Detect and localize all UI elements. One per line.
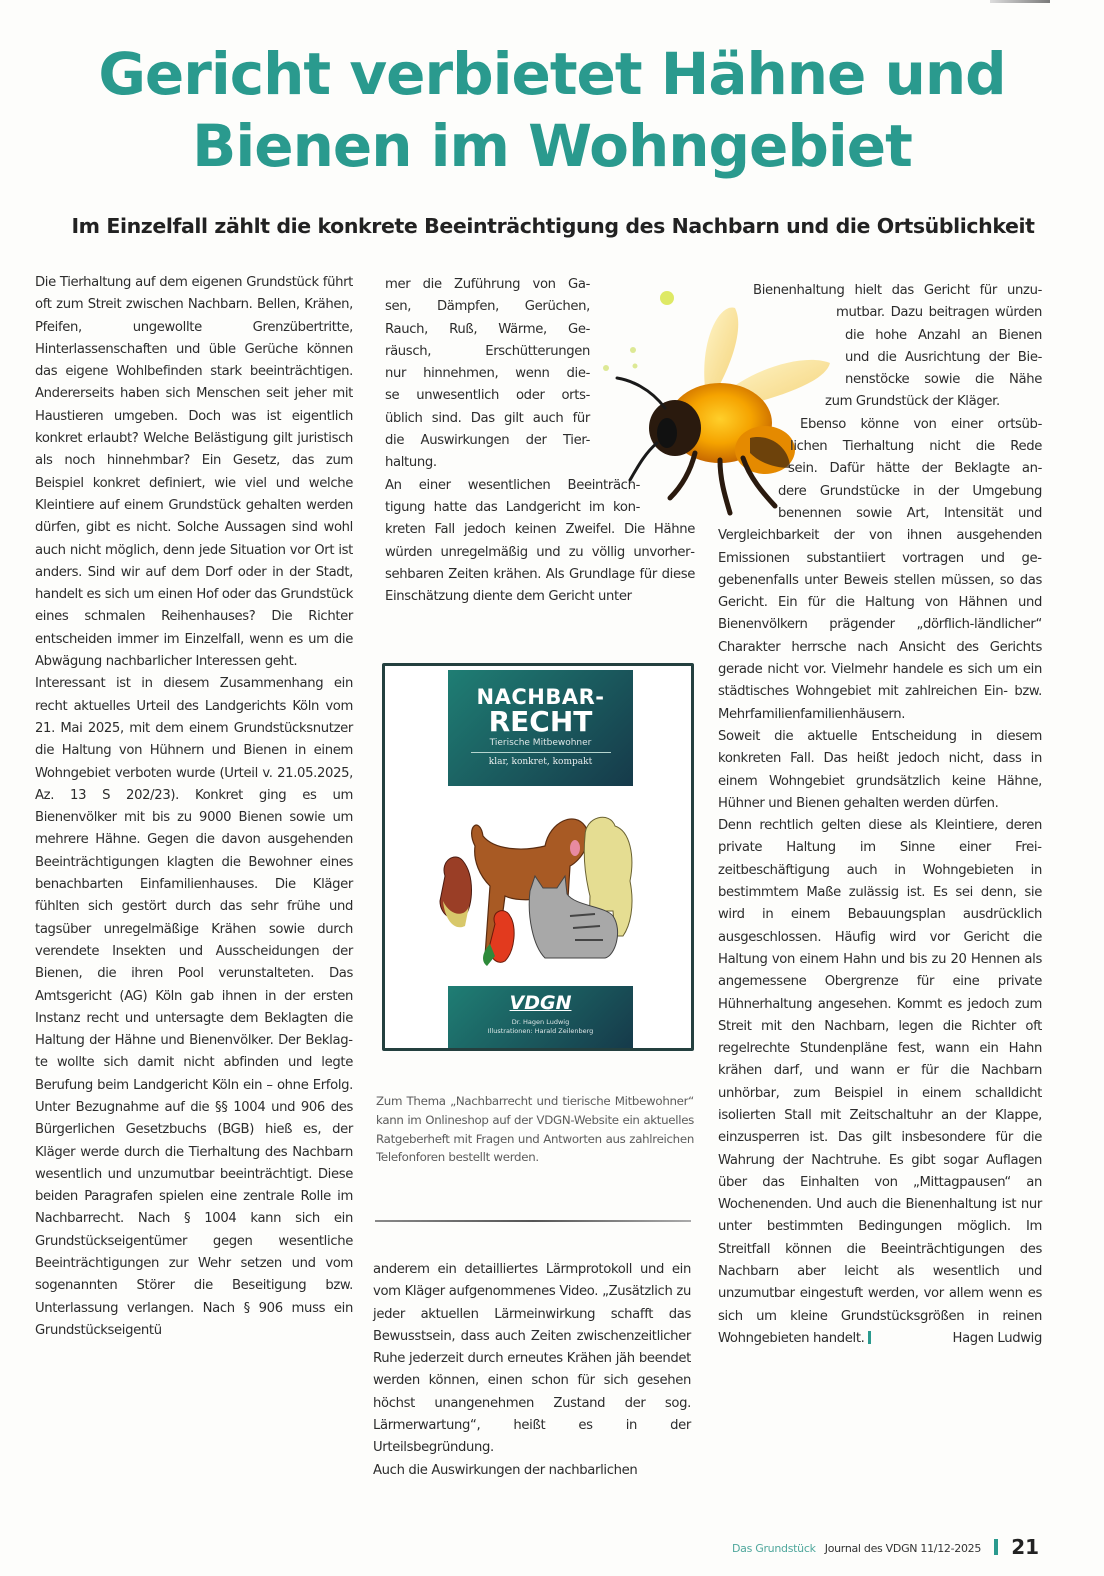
book-title-line-2: RECHT xyxy=(488,705,593,738)
text-line: die Auswirkungen der Tier- xyxy=(385,433,590,449)
image-caption: Zum Thema „Nachbarrecht und tierische Mitbewohner“ kann im Onlineshop auf der VDGN-Website ein aktuelles Ratgeberheft mit Fragen und Antworten aus zahlreichen Telefonforen bestellt werden. xyxy=(376,1094,694,1165)
headline xyxy=(0,38,1104,182)
text-line: dere Grundstücke in der Umgebung xyxy=(778,483,1042,499)
book-title-line-1: NACHBAR- xyxy=(476,685,605,709)
text-line: sen, Dämpfen, Gerüchen, xyxy=(385,299,590,315)
text-line: mer die Zuführung von Ga- xyxy=(385,277,590,292)
bee-wrapped-lines xyxy=(385,274,590,475)
subheadline: Im Einzelfall zählt die konkrete Beeinträchtigung des Nachbarn und die Ortsüblichkeit xyxy=(71,214,1035,238)
article-column-1 xyxy=(35,272,353,1342)
bee-wrapped-lines xyxy=(718,280,1042,525)
magazine-name: Das Grundstück xyxy=(732,1542,816,1555)
text-line: zum Grundstück der Kläger. xyxy=(825,394,1000,410)
book-publisher: VDGN xyxy=(509,992,572,1014)
text-line: mutbar. Dazu beitragen würden xyxy=(836,305,1042,321)
text-line: nur hinnehmen, wenn die- xyxy=(385,366,590,382)
end-mark-icon xyxy=(868,1331,871,1344)
text-line: und die Ausrichtung der Bie- xyxy=(845,349,1042,365)
caption-divider xyxy=(375,1220,691,1222)
page-footer xyxy=(732,1535,1072,1565)
paragraph: Auch die Auswirkungen der nachbarlichen xyxy=(373,1462,638,1478)
headline-line-1: Gericht verbietet Hähne und xyxy=(98,40,1006,108)
book-publisher-panel xyxy=(448,986,633,1048)
paragraph: anderem ein detailliertes Lärmprotokoll und ein vom Kläger aufgenommenes Video. „Zusätzlich zu jeder aktuellen Lärmeinwirkung schafft das Bewusstsein, dass auch Zeiten zwischenzeitlicher Ruhe jederzeit durch erneutes Krähen jäh beendet werden können, einen schon für sich gesehen höchst unangenehmen Zustand der sog. Lärmerwartung“, heißt es in der Urteilsbegründung. xyxy=(373,1262,691,1456)
book-author: Dr. Hagen Ludwig Illustrationen: Harald Zeilenberg xyxy=(487,1018,594,1035)
text-line: haltung. xyxy=(385,455,437,471)
paragraph: kreten Fall jedoch keinen Zweifel. Die Hähne würden unregelmäßig und zu völlig unvorhersehbaren Zeiten krähen. Als Grundlage für diese Einschätzung diente dem Gericht unter xyxy=(385,522,695,605)
journal-issue: Journal des VDGN 11/12-2025 xyxy=(824,1542,982,1555)
footer-divider xyxy=(994,1539,998,1555)
text-line: die hohe Anzahl an Bienen xyxy=(845,327,1042,343)
paragraph: Interessant ist in diesem Zusammenhang ein recht aktuelles Urteil des Landgerichts Köln vom 21. Mai 2025, mit dem einem Grundstücksnutzer die Haltung von Hühnern und Bienen in einem Wohngebiet verboten wurde (Urteil v. 21.05.2025, Az. 13 S 202/23). Konkret ging es um Bienenvölker mit bis zu 9000 Bienen sowie um mehrere Hähne. Gegen die davon ausgehenden Beeinträchtigungen klagten die Bewohner eines benachbarten Einfamilienhauses. Die Kläger fühlten sich gestört durch das sehr frühe und tagsüber unregelmäßige Krähen sowie durch verendete Insekten und Ausscheidungen der Bienen, die ihren Pool verunstalteten. Das Amtsgericht (AG) Köln gab ihnen in der ersten Instanz recht und untersagte dem Beklagten die Haltung der Hähne und Bienenvölker. Der Beklagte wollte sich damit nicht abfinden und legte Berufung beim Landgericht Köln ein – ohne Erfolg. Unter Bezugnahme auf die §§ 1004 und 906 des Bürgerlichen Gesetzbuchs (BGB) hieß es, der Kläger werde durch die Tierhaltung des Nachbarn wesentlich und unzumutbar beeinträchtigt. Diese beiden Paragrafen spielen eine zentrale Rolle im Nachbarrecht. Nach § 1004 kann sich ein Grundstückseigentümer gegen wesentliche Beeinträchtigungen zur Wehr setzen und vom sogenannten Störer die Beseitigung bzw. Unterlassung verlangen. Nach § 906 muss ein Grundstückseigentü xyxy=(35,676,353,1338)
text-line: Ebenso könne von einer ortsüb- xyxy=(800,416,1042,432)
scan-edge xyxy=(990,0,1050,3)
chicken-icon xyxy=(440,857,472,927)
text-line: Bienenhaltung hielt das Gericht für unzu- xyxy=(753,283,1042,298)
headline-line-2: Bienen im Wohngebiet xyxy=(192,112,912,180)
paragraph: Denn rechtlich gelten diese als Kleintiere, deren private Haltung im Sinne einer Freizeitbeschäftigung auch in Wohngebieten in bestimmtem Maße zulässig ist. Es sei denn, sie wird in einem Bebauungsplan ausdrücklich ausgeschlossen. Häufig wird vor Gericht die Haltung von einem Hahn und bis zu 20 Hennen als angemessene Obergrenze für eine private Hühnerhaltung angesehen. Kommt es jedoch zum Streit mit den Nachbarn, legen die Richter oft regelrechte Stundenpläne fest, wann ein Hahn krähen darf, und wann er für die Nachbarn unhörbar, zum Beispiel in einem schalldicht isolierten Stall mit Zeitschaltuhr an der Klappe, einzusperren ist. Das gilt insbesondere für die Wahrung der Nachtruhe. Es gibt sogar Auflagen über das Einhalten von „Mittagpausen“ an Wochenenden. Und auch die Bienenhaltung ist nur unter bestimmten Bedingungen möglich. Im Streitfall können die Beeinträchtigungen des Nachbarn aber leicht als wesentlich und unzumutbar eingestuft werden, vor allem wenn es sich um kleine Grundstücksgrößen in reinen Wohngebieten handelt. Hagen Ludwig xyxy=(718,815,1042,1350)
paragraph: Die Tierhaltung auf dem eigenen Grundstück führt oft zum Streit zwischen Nachbarn. Bellen, Krähen, Pfeifen, ungewollte Grenzübertritte, Hinterlassenschaften und üble Gerüche können das eigene Wohlbefinden stark beeinträchtigen. Andererseits haben sich Menschen seit jeher mit Haustieren umgeben. Doch was ist eigentlich konkret erlaubt? Welche Belästigung gilt juristisch als noch hinnehmbar? Ein Gesetz, das zum Beispiel konkret definiert, wie viel und welche Kleintiere auf einem Grundstück gehalten werden dürfen, gibt es nicht. Solche Aussagen sind wohl auch nicht möglich, denn jede Situation vor Ort ist anders. Sind wir auf dem Dorf oder in der Stadt, handelt es sich um einen Hof oder das Grundstück eines schmalen Reihenhauses? Die Richter entscheiden immer im Einzelfall, wenn es um die Abwägung nachbarlicher Interessen geht. xyxy=(35,275,353,670)
text-line: An einer wesentlichen Beeinträch- xyxy=(385,477,640,493)
book-subtitle: Tierische Mitbewohner xyxy=(489,738,592,748)
text-line: räusch, Erschütterungen xyxy=(385,343,590,359)
text-line: benennen sowie Art, Intensität und xyxy=(778,505,1042,521)
paragraph: Soweit die aktuelle Entscheidung in diesem konkreten Fall. Das heißt jedoch nicht, dass in einem Wohngebiet grundsätzlich keine Hähne, Hühner und Bienen gehalten werden dürfen. xyxy=(718,728,1042,811)
text-line: lichen Tierhaltung nicht die Rede xyxy=(790,439,1042,455)
book-title-panel xyxy=(448,670,633,786)
text-line: tigung hatte das Landgericht im kon- xyxy=(385,499,640,515)
page-number: 21 xyxy=(1011,1535,1040,1559)
text-line: nenstöcke sowie die Nähe xyxy=(845,372,1042,388)
text-line: sein. Dafür hätte der Beklagte an- xyxy=(788,461,1042,477)
book-divider xyxy=(471,752,611,753)
animals-illustration xyxy=(435,806,645,976)
text-line: Rauch, Ruß, Wärme, Ge- xyxy=(385,321,590,337)
paragraph: Vergleichbarkeit der von ihnen ausgehenden Emissionen substantiiert vortragen und gegebenenfalls unter Beweis stellen müssen, so das Gericht. Ein für die Haltung von Hähnen und Bienenvölkern prägender „dörflich-ländlicher“ Charakter herrsche nach Ansicht des Gerichts gerade nicht vor. Vielmehr handele es sich um ein städtisches Wohngebiet mit zahlreichen Ein- bzw. Mehrfamilienfamilienhäusern. xyxy=(718,528,1042,722)
text-line: se unwesentlich oder orts- xyxy=(385,388,590,404)
text-line: üblich sind. Das gilt auch für xyxy=(385,410,590,426)
book-cover xyxy=(382,663,694,1051)
book-tagline: klar, konkret, kompakt xyxy=(488,757,593,767)
article-column-2-bottom xyxy=(373,1259,691,1482)
author-signature: Hagen Ludwig xyxy=(952,1330,1042,1346)
article-column-3 xyxy=(718,280,1042,1350)
